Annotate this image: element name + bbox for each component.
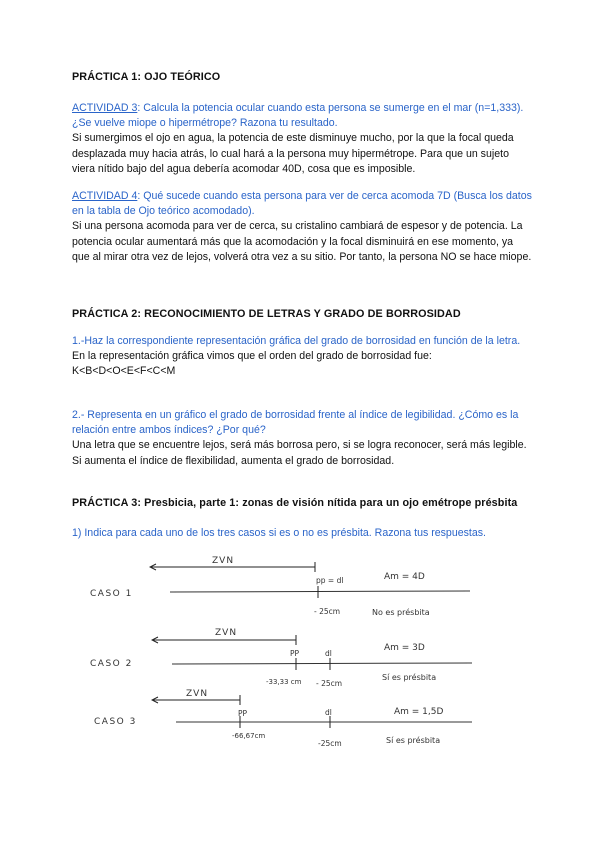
presbyopia-sketch — [0, 548, 600, 758]
actividad-4-link[interactable]: ACTIVIDAD 4 — [72, 190, 138, 202]
caso-1-axis — [170, 591, 470, 592]
caso-2-distance-dl: - 25cm — [316, 679, 343, 688]
actividad-4-question — [72, 189, 532, 219]
actividad-4-question-text: : Qué sucede cuando esta persona para ver de cerca acomoda 7D (Busca los datos en la tabla de Ojo teórico acomodado). — [72, 190, 532, 218]
practica-1-heading: PRÁCTICA 1: OJO TEÓRICO — [72, 71, 221, 83]
caso-3-am: Am = 1,5D — [394, 707, 444, 717]
caso-2 — [90, 628, 472, 688]
actividad-3-link[interactable]: ACTIVIDAD 3 — [72, 102, 138, 114]
caso-1-verdict: No es présbita — [372, 608, 430, 617]
caso-2-axis — [172, 663, 472, 664]
caso-1-pp-dl: pp = dl — [316, 576, 344, 585]
caso-3 — [94, 689, 472, 748]
caso-2-verdict: Sí es présbita — [382, 673, 437, 682]
caso-1-distance: - 25cm — [314, 607, 341, 616]
caso-3-distance-pp: -66,67cm — [232, 732, 266, 740]
caso-2-distance-pp: -33,33 cm — [266, 678, 302, 686]
practica-2-question-1: 1.-Haz la correspondiente representación gráfica del grado de borrosidad en función de la letra. — [72, 335, 521, 347]
caso-3-dl-label: dl — [325, 708, 332, 717]
caso-2-zvn-label: ZVN — [215, 628, 238, 638]
practica-2-answer-1-line-2: K<B<D<O<E<F<C<M — [72, 365, 176, 378]
practica-2-question-2: 2.- Representa en un gráfico el grado de borrosidad frente al índice de legibilidad. ¿Cómo es la relación entre ambos índices? ¿Por qué? — [72, 409, 519, 437]
caso-2-label: CASO 2 — [90, 659, 133, 669]
caso-1-label: CASO 1 — [90, 589, 133, 599]
caso-1-am: Am = 4D — [384, 572, 425, 582]
caso-3-zvn-label: ZVN — [186, 689, 209, 699]
caso-3-verdict: Sí es présbita — [386, 736, 441, 745]
practica-2-q1-block — [72, 334, 532, 380]
practica-3-question-1: 1) Indica para cada uno de los tres casos si es o no es présbita. Razona tus respuestas. — [72, 527, 486, 539]
caso-2-dl-label: dl — [325, 649, 332, 658]
actividad-3 — [72, 101, 532, 177]
actividad-3-answer: Si sumergimos el ojo en agua, la potencia de este disminuye mucho, por la que la focal queda desplazada muy hacia atrás, lo cual hará a la persona muy hipermétrope. Para que un sujeto viera nítido bajo del agua debería acomodar 40D, cosa que es imposible. — [72, 132, 514, 175]
caso-3-label: CASO 3 — [94, 717, 137, 727]
practica-3-heading: PRÁCTICA 3: Presbicia, parte 1: zonas de visión nítida para un ojo emétrope présbita — [72, 497, 518, 509]
caso-3-pp-label: PP — [238, 709, 248, 718]
actividad-4-answer: Si una persona acomoda para ver de cerca, su cristalino cambiará de espesor y de potencia. La potencia ocular aumentará más que la acomodación y la focal disminuirá en ese momento, ya que al mirar otra vez de lejos, volverá otra vez a su sitio. Por tanto, la persona NO se hace miope. — [72, 220, 532, 263]
caso-2-pp-label: PP — [290, 649, 300, 658]
actividad-4 — [72, 189, 532, 265]
actividad-3-question-text: : Calcula la potencia ocular cuando esta persona se sumerge en el mar (n=1,333). ¿Se vuelve miope o hipermétrope? Razona tu resultado. — [72, 102, 524, 130]
caso-1-zvn-label: ZVN — [212, 556, 235, 566]
caso-3-distance-dl: -25cm — [318, 739, 342, 748]
practica-2-answer-1-line-1: En la representación gráfica vimos que el orden del grado de borrosidad fue: — [72, 350, 432, 363]
caso-1 — [90, 556, 470, 617]
caso-2-am: Am = 3D — [384, 643, 425, 653]
practica-2-heading: PRÁCTICA 2: RECONOCIMIENTO DE LETRAS Y GRADO DE BORROSIDAD — [72, 308, 461, 320]
practica-2-answer-2: Una letra que se encuentre lejos, será más borrosa pero, si se logra reconocer, será más legible. Si aumenta el índice de flexibilidad, aumenta el grado de borrosidad. — [72, 439, 527, 467]
practica-2-q2-block — [72, 408, 532, 469]
actividad-3-question — [72, 101, 532, 131]
